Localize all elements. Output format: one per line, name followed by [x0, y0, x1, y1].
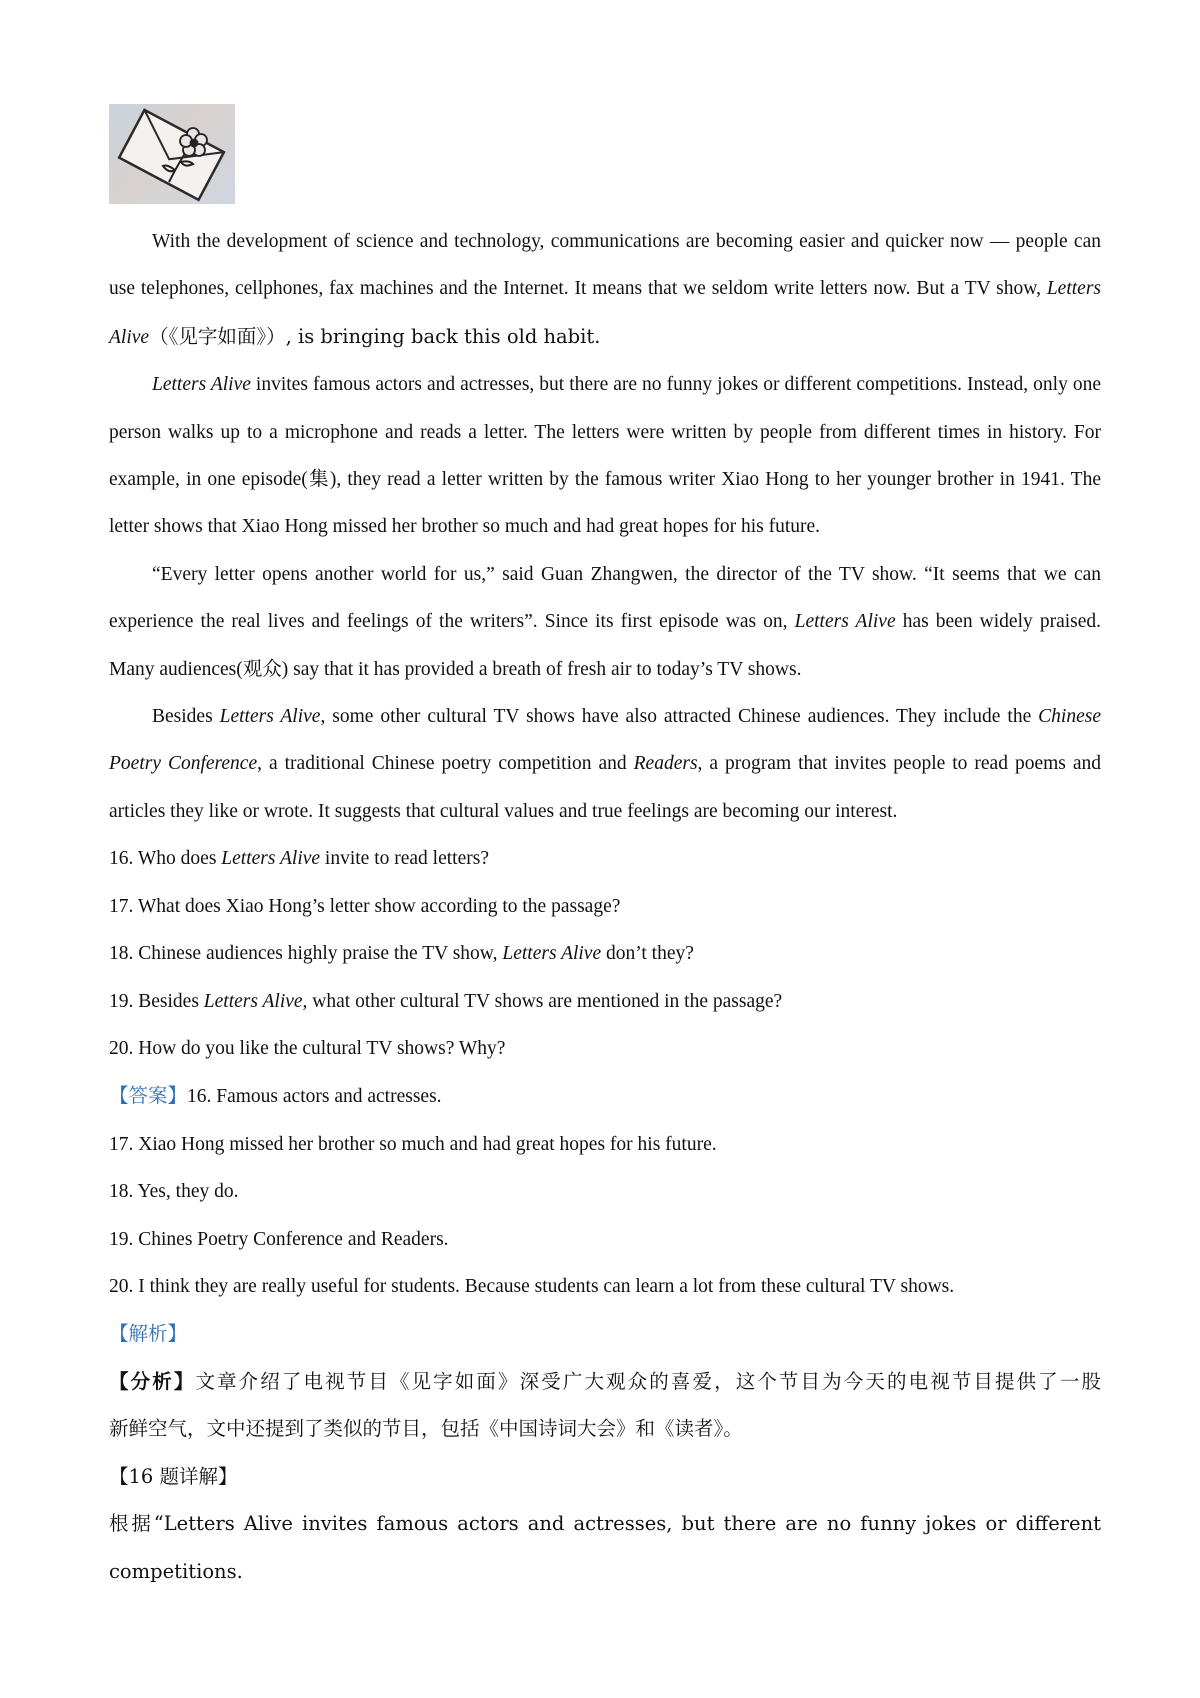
answer-18: 18. Yes, they do.: [109, 1181, 239, 1203]
show-title: Chinese Poetry Conference: [109, 706, 1101, 775]
show-title: Letters Alive: [219, 706, 321, 728]
analysis-summary-line-1: 【分析】文章介绍了电视节目《见字如面》深受广大观众的喜爱，这个节目为今天的电视节目提供了一股: [109, 1369, 1101, 1393]
question-17: 17. What does Xiao Hong’s letter show according to the passage?: [109, 895, 621, 917]
passage: [109, 218, 1101, 1597]
question-19: 19. Besides Letters Alive, what other cultural TV shows are mentioned in the passage?: [109, 990, 783, 1012]
detail-16-heading: 【16 题详解】: [109, 1464, 238, 1488]
analysis-tag: 【解析】: [109, 1322, 188, 1346]
show-title: Readers: [633, 753, 698, 775]
answer-16: 【答案】16. Famous actors and actresses.: [109, 1084, 442, 1108]
answer-17: 17. Xiao Hong missed her brother so much and had great hopes for his future.: [109, 1133, 717, 1155]
passage-paragraph-4: Besides Letters Alive, some other cultural TV shows have also attracted Chinese audiences. They include the Chinese Poetry Conference, a traditional Chinese poetry competition and Readers, a program that invites people to read poems and articles they like or wrote. It suggests that cultural values and true feelings are becoming our interest.: [109, 706, 1101, 822]
summary-tag: 【分析】: [109, 1369, 196, 1393]
show-title: Letters Alive: [794, 611, 896, 633]
question-16: 16. Who does Letters Alive invite to read letters?: [109, 848, 489, 870]
passage-paragraph-1: With the development of science and technology, communications are becoming easier and quicker now — people can use telephones, cellphones, fax machines and the Internet. It means that we seldom write letters now. But a TV show, Letters Alive（《见字如面》）, is bringing back this old habit.: [109, 231, 1101, 348]
question-18: 18. Chinese audiences highly praise the TV show, Letters Alive don’t they?: [109, 943, 694, 965]
show-title: Letters Alive: [152, 374, 251, 396]
detail-16-line: 根据“Letters Alive invites famous actors and actresses, but there are no funny jokes or different competitions.: [109, 1511, 1101, 1584]
analysis-summary-line-2: 新鲜空气，文中还提到了类似的节目，包括《中国诗词大会》和《读者》。: [109, 1417, 743, 1441]
answer-20: 20. I think they are really useful for students. Because students can learn a lot from these cultural TV shows.: [109, 1275, 955, 1297]
answer-19: 19. Chines Poetry Conference and Readers.: [109, 1228, 449, 1250]
show-title: Letters Alive: [109, 278, 1101, 348]
answer-tag: 【答案】: [109, 1084, 188, 1108]
envelope-flower-icon: [109, 104, 235, 204]
analysis-heading: [109, 1310, 1101, 1357]
passage-paragraph-3: “Every letter opens another world for us,” said Guan Zhangwen, the director of the TV show. “It seems that we can experience the real lives and feelings of the writers”. Since its first episode was on, Letters Alive has been widely praised. Many audiences(观众) say that it has provided a breath of fresh air to today’s TV shows.: [109, 563, 1102, 680]
question-20: 20. How do you like the cultural TV shows? Why?: [109, 1037, 506, 1059]
passage-paragraph-2: Letters Alive invites famous actors and actresses, but there are no funny jokes or different competitions. Instead, only one person walks up to a microphone and reads a letter. The letters were written by people from different times in history. For example, in one episode(集), they read a letter written by the famous writer Xiao Hong to her younger brother in 1941. The letter shows that Xiao Hong missed her brother so much and had great hopes for his future.: [109, 374, 1102, 538]
